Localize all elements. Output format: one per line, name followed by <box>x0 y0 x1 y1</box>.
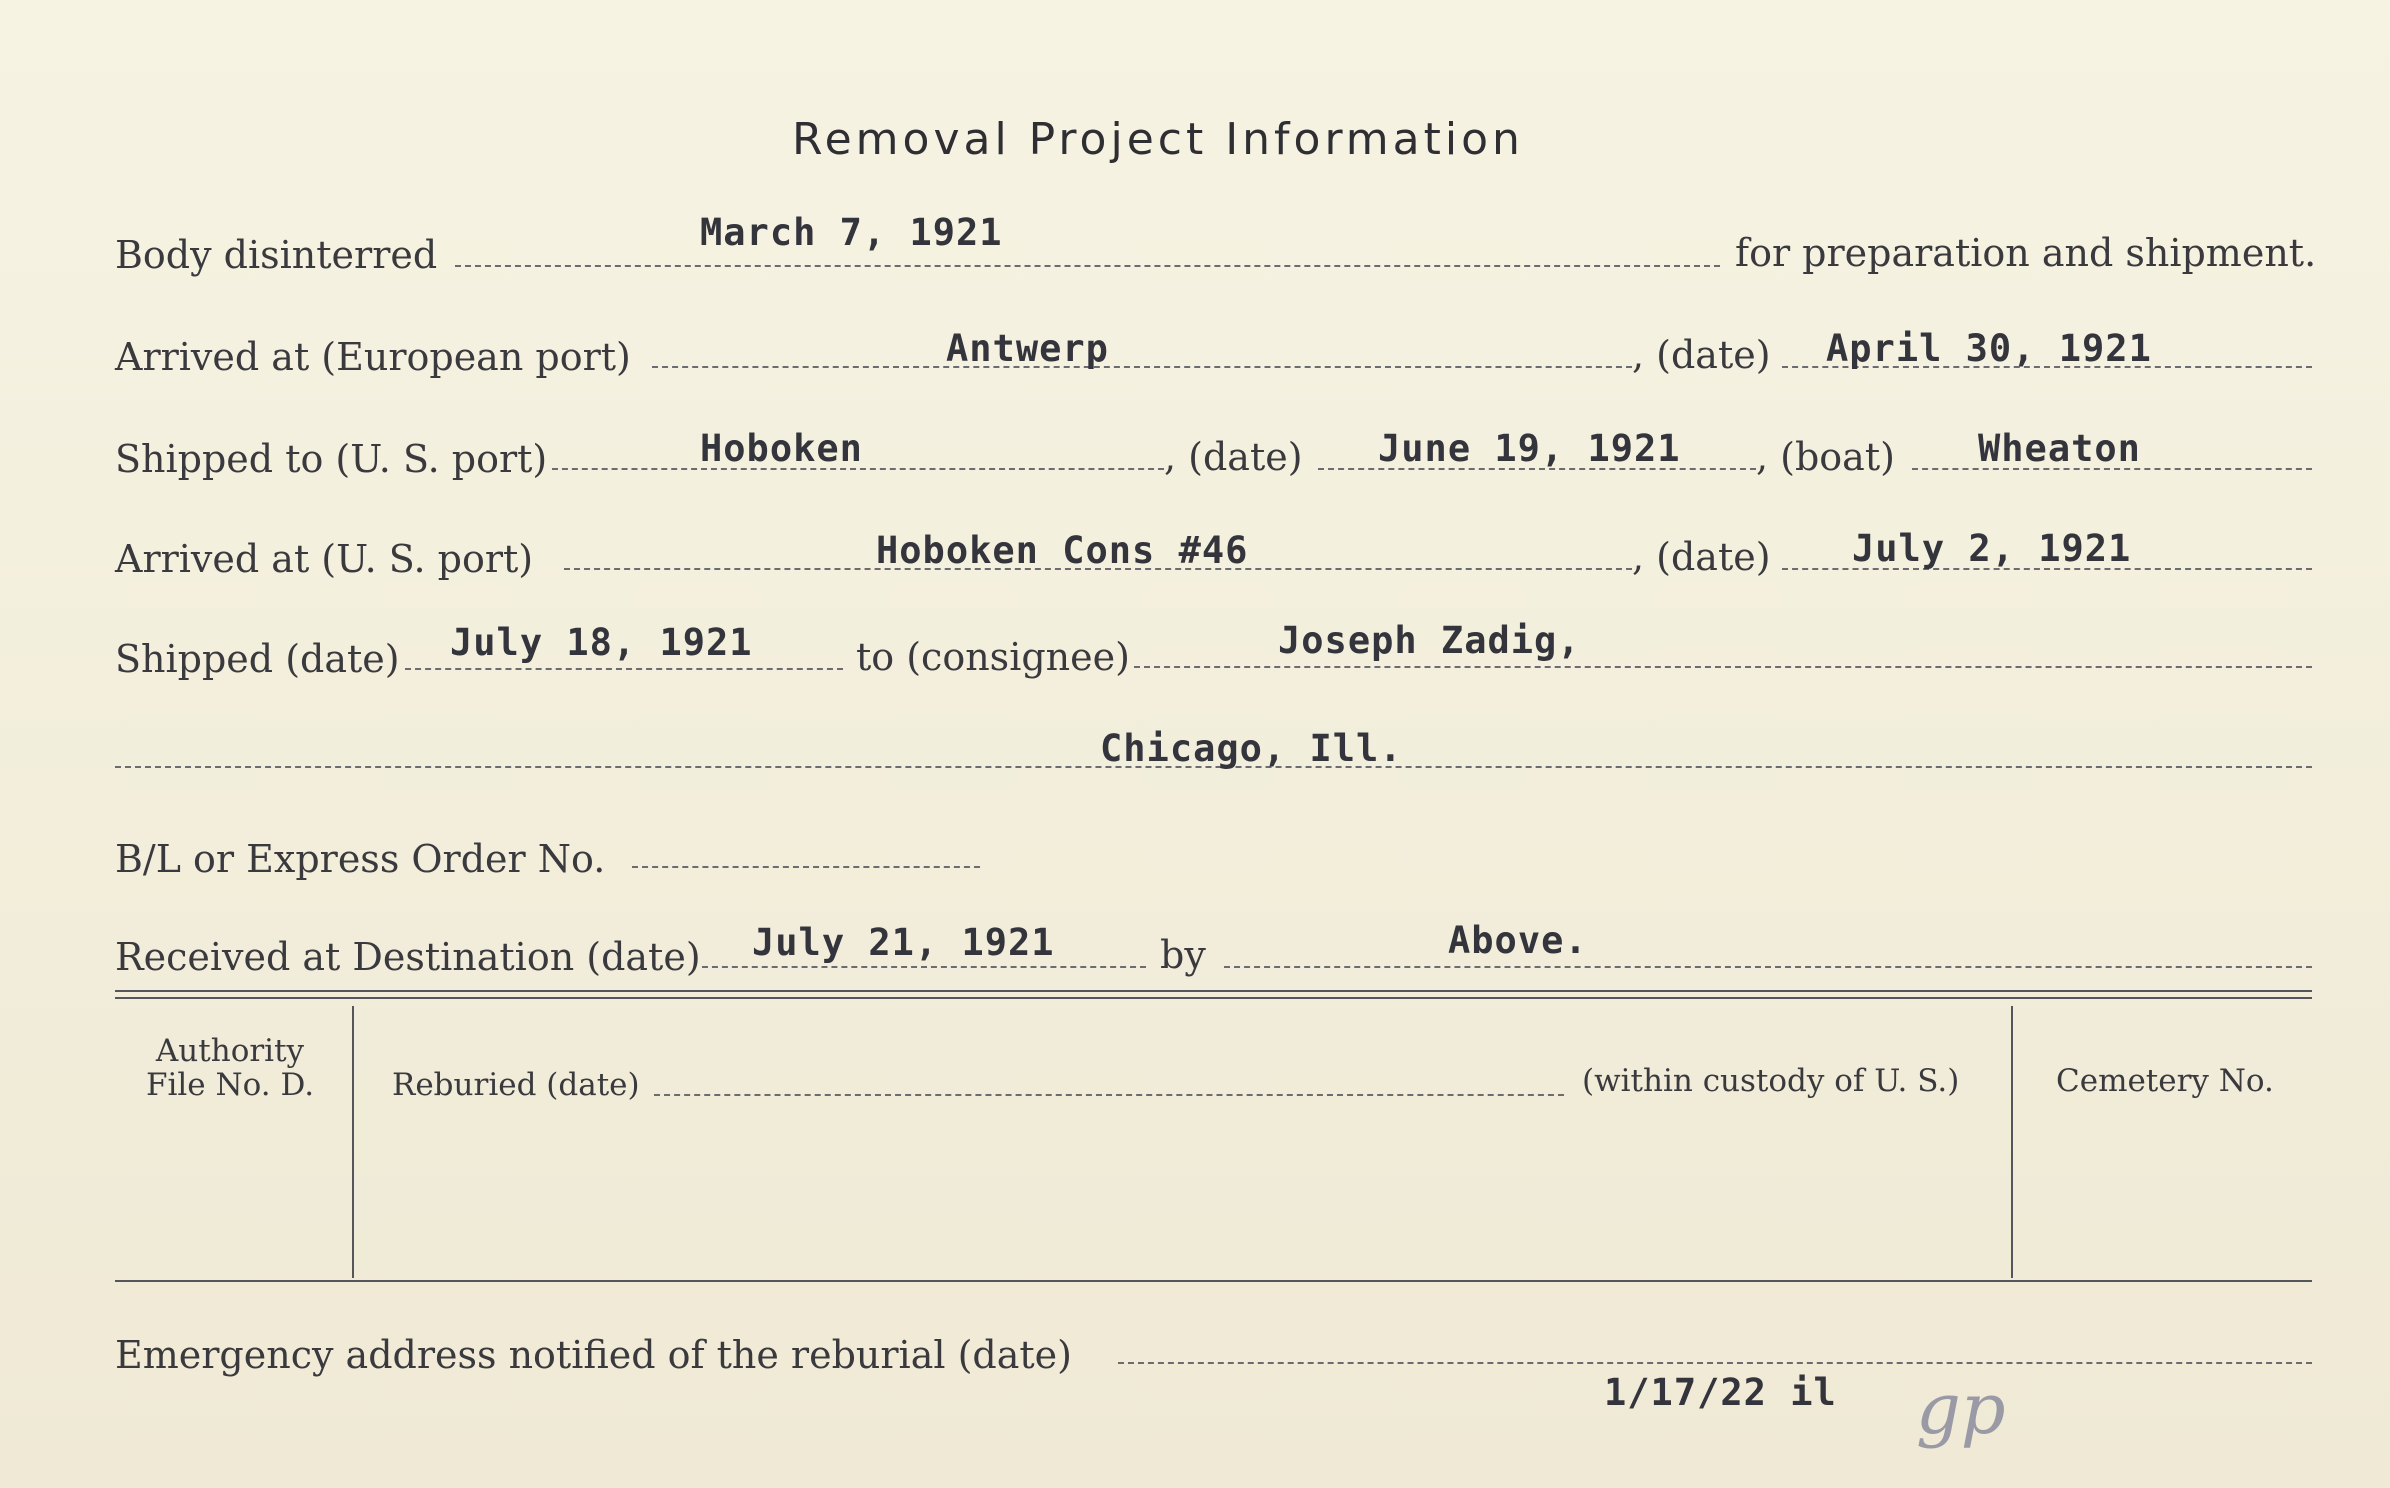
value-us-port-arrived: Hoboken Cons #46 <box>876 529 1249 572</box>
field-line-bl-number <box>632 866 980 868</box>
label-arrived-european: Arrived at (European port) <box>115 335 631 379</box>
label-shipped-to: Shipped to (U. S. port) <box>115 437 548 481</box>
value-boat-name: Wheaton <box>1978 427 2141 470</box>
field-line-european-port <box>652 366 1632 368</box>
field-line-consignee <box>1134 666 2312 668</box>
label-authority-line1: Authority <box>155 1033 305 1069</box>
value-consignee-city: Chicago, Ill. <box>1100 727 1403 770</box>
label-bl-order: B/L or Express Order No. <box>115 837 606 881</box>
value-disinterred-date: March 7, 1921 <box>700 211 1003 254</box>
value-european-date: April 30, 1921 <box>1826 327 2152 370</box>
value-shipped-on: July 18, 1921 <box>450 621 753 664</box>
label-by: by <box>1160 933 1206 977</box>
box-top-rule-2 <box>115 997 2312 999</box>
label-date-2: , (date) <box>1164 435 1303 479</box>
label-arrived-us: Arrived at (U. S. port) <box>115 537 534 581</box>
handwritten-initials: gp <box>1916 1368 2006 1450</box>
box-bottom-rule <box>115 1280 2312 1282</box>
field-line-disinterred <box>455 265 1720 267</box>
box-top-rule-1 <box>115 990 2312 992</box>
label-date-3: , (date) <box>1632 535 1771 579</box>
field-line-received-by <box>1224 966 2312 968</box>
field-line-shipped-on <box>405 668 843 670</box>
field-line-reburied <box>654 1094 1564 1096</box>
value-arrived-date: July 2, 1921 <box>1852 527 2132 570</box>
value-received-date: July 21, 1921 <box>752 921 1055 964</box>
label-authority <box>130 1034 330 1102</box>
label-to-consignee: to (consignee) <box>856 635 1130 679</box>
value-us-port-shipped: Hoboken <box>700 427 863 470</box>
field-line-received-date <box>702 966 1146 968</box>
label-emergency: Emergency address notified of the reburial (date) <box>115 1333 1072 1377</box>
value-emergency-date: 1/17/22 il <box>1604 1371 1837 1414</box>
label-date-1: , (date) <box>1632 333 1771 377</box>
value-european-port: Antwerp <box>946 327 1109 370</box>
label-shipped-date: Shipped (date) <box>115 637 400 681</box>
value-shipped-date: June 19, 1921 <box>1378 427 1681 470</box>
label-reburied: Reburied (date) <box>392 1067 640 1103</box>
value-received-by: Above. <box>1448 919 1588 962</box>
label-received-dest: Received at Destination (date) <box>115 935 701 979</box>
label-cemetery-no: Cemetery No. <box>2056 1063 2274 1099</box>
form-title: Removal Project Information <box>792 114 1524 165</box>
box-divider-left <box>352 1006 354 1278</box>
label-for-preparation: for preparation and shipment. <box>1735 231 2317 275</box>
value-consignee-name: Joseph Zadig, <box>1278 619 1581 662</box>
label-authority-line2: File No. D. <box>145 1067 315 1104</box>
label-body-disinterred: Body disinterred <box>115 233 438 277</box>
box-divider-right <box>2011 1006 2013 1278</box>
field-line-emergency <box>1118 1362 2312 1364</box>
label-boat: , (boat) <box>1756 435 1895 479</box>
label-within-custody: (within custody of U. S.) <box>1582 1063 1960 1099</box>
